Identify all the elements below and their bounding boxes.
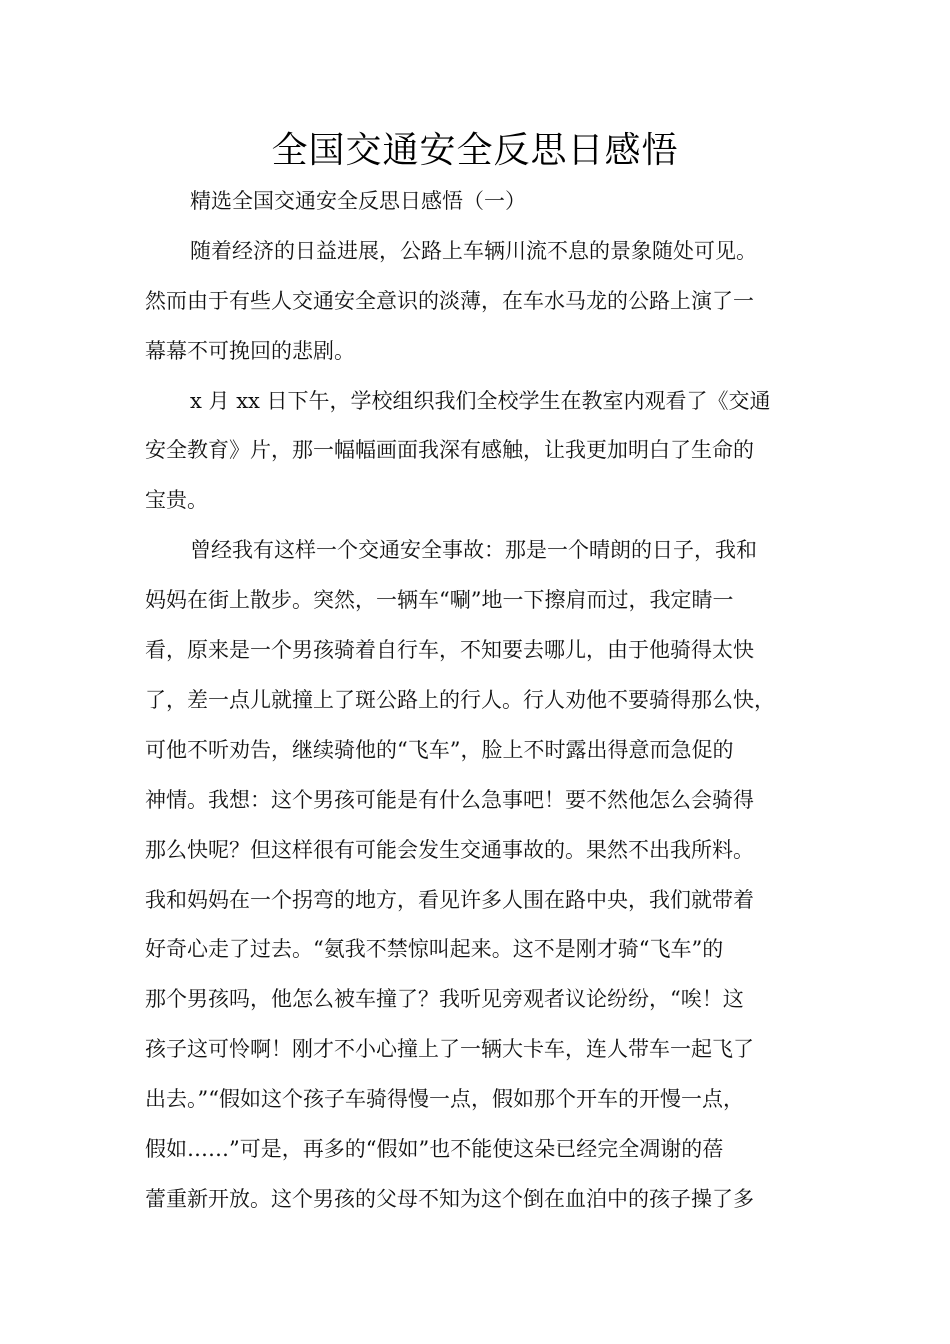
paragraph-3-line-6: 神情。我想：这个男孩可能是有什么急事吧！要不然他怎么会骑得 — [145, 788, 754, 812]
paragraph-2-line-1: x 月 xx 日下午，学校组织我们全校学生在教室内观看了《交通 — [190, 389, 771, 413]
paragraph-3-line-7: 那么快呢？但这样很有可能会发生交通事故的。果然不出我所料。 — [145, 838, 754, 862]
paragraph-3-line-4: 了，差一点儿就撞上了斑公路上的行人。行人劝他不要骑得那么快， — [145, 688, 775, 712]
paragraph-3-line-9: 好奇心走了过去。“氨我不禁惊叫起来。这不是刚才骑“飞车”的 — [145, 937, 724, 961]
paragraph-3-line-3: 看，原来是一个男孩骑着自行车，不知要去哪儿，由于他骑得太快 — [145, 638, 754, 662]
paragraph-1-line-1: 随着经济的日益进展，公路上车辆川流不息的景象随处可见。 — [190, 239, 757, 263]
paragraph-3-line-8: 我和妈妈在一个拐弯的地方，看见许多人围在路中央，我们就带着 — [145, 888, 754, 912]
paragraph-3-line-2: 妈妈在街上散步。突然，一辆车“唰”地一下擦肩而过，我定睛一 — [145, 588, 734, 612]
paragraph-2-line-2: 安全教育》片，那一幅幅画面我深有感触，让我更加明白了生命的 — [145, 438, 754, 462]
paragraph-1-line-3: 幕幕不可挽回的悲剧。 — [145, 339, 355, 363]
paragraph-3-line-10: 那个男孩吗，他怎么被车撞了？我听见旁观者议论纷纷，“唉！这 — [145, 987, 744, 1011]
paragraph-3-line-14: 蕾重新开放。这个男孩的父母不知为这个倒在血泊中的孩子操了多 — [145, 1187, 754, 1211]
subtitle-line: 精选全国交通安全反思日感悟（一） — [190, 189, 526, 213]
paragraph-3-line-1: 曾经我有这样一个交通安全事故：那是一个晴朗的日子，我和 — [190, 538, 757, 562]
paragraph-3-line-5: 可他不听劝告，继续骑他的“飞车”，脸上不时露出得意而急促的 — [145, 738, 734, 762]
paragraph-3-line-13: 假如……”可是，再多的“假如”也不能使这朵已经完全凋谢的蓓 — [145, 1137, 724, 1161]
paragraph-3-line-12: 出去。”“假如这个孩子车骑得慢一点，假如那个开车的开慢一点， — [145, 1087, 744, 1111]
paragraph-2-line-3: 宝贵。 — [145, 488, 208, 512]
paragraph-1-line-2: 然而由于有些人交通安全意识的淡薄，在车水马龙的公路上演了一 — [145, 289, 754, 313]
paragraph-3-line-11: 孩子这可怜啊！刚才不小心撞上了一辆大卡车，连人带车一起飞了 — [145, 1037, 754, 1061]
document-title: 全国交通安全反思日感悟 — [271, 130, 679, 171]
